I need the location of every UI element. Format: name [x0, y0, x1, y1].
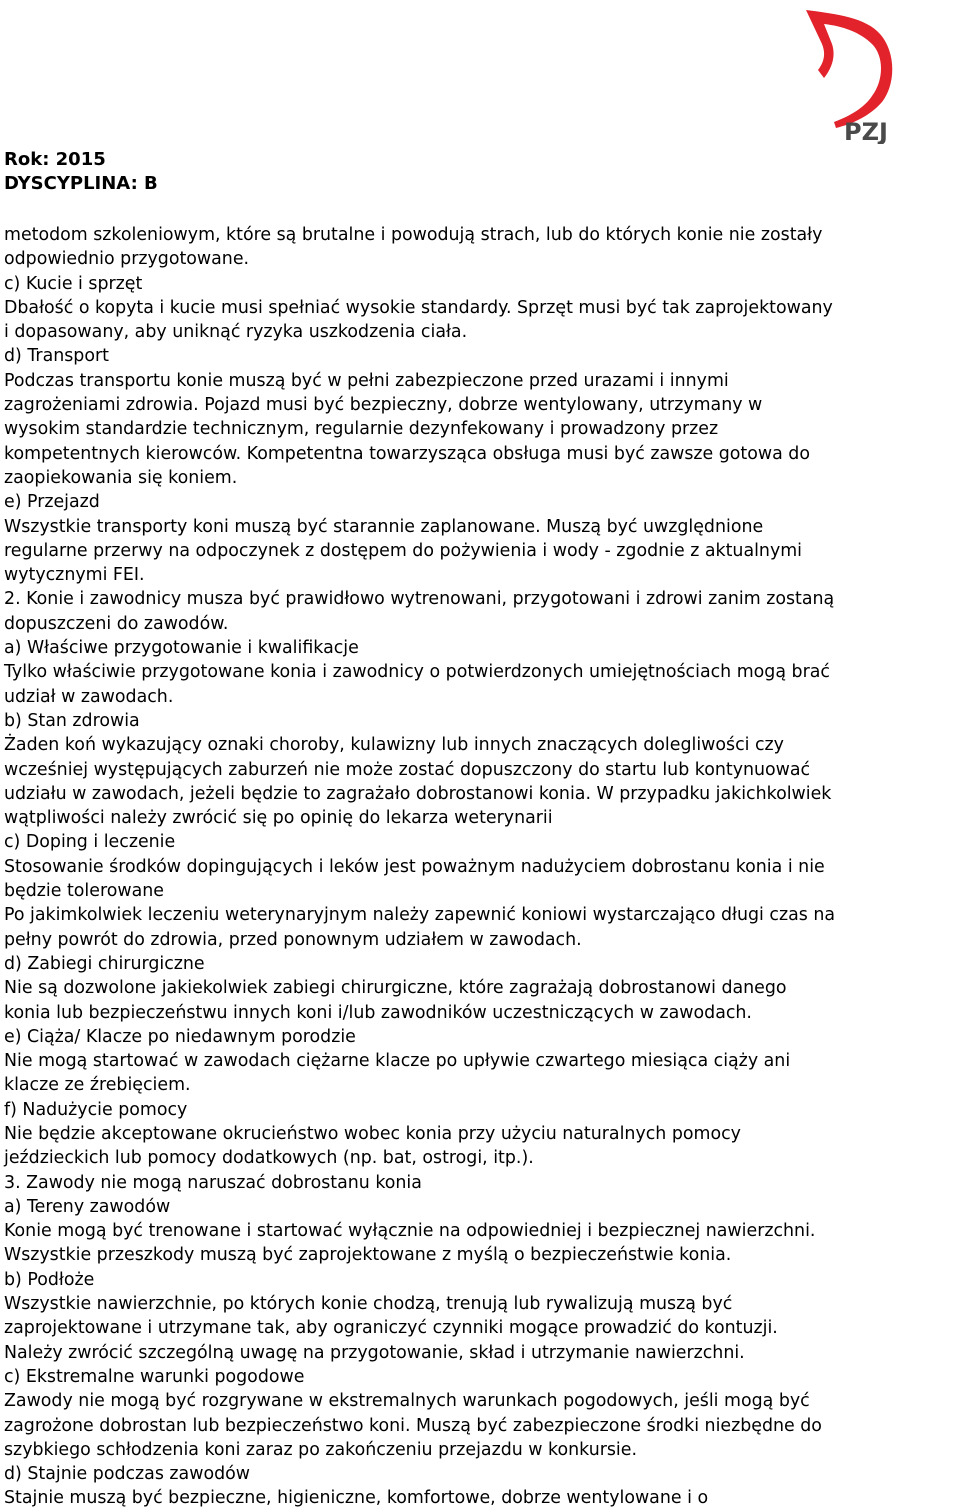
text-line: Tylko właściwie przygotowane konia i zawodnicy o potwierdzonych umiejętnościach mogą brać — [4, 662, 830, 683]
text-line: Nie mogą startować w zawodach ciężarne klacze po upływie czwartego miesiąca ciąży ani — [4, 1051, 791, 1072]
text-line: wcześniej występujących zaburzeń nie może zostać dopuszczony do startu lub kontynuować — [4, 759, 811, 780]
text-line: f) Nadużycie pomocy — [4, 1099, 188, 1120]
text-line: udziału w zawodach, jeżeli będzie to zagrażało dobrostanowi konia. W przypadku jakichkolwiek — [4, 783, 832, 804]
logo-text: PZJ — [844, 118, 888, 144]
text-line: c) Doping i leczenie — [4, 832, 176, 853]
text-line: konia lub bezpieczeństwu innych koni i/lub zawodników uczestniczących w zawodach. — [4, 1002, 752, 1023]
text-line: dopuszczeni do zawodów. — [4, 613, 229, 634]
text-line: zaopiekowania się koniem. — [4, 467, 238, 488]
text-line: Nie są dozwolone jakiekolwiek zabiegi chirurgiczne, które zagrażają dobrostanowi danego — [4, 978, 787, 999]
text-line: udział w zawodach. — [4, 686, 174, 707]
text-line: e) Przejazd — [4, 492, 100, 513]
text-line: Wszystkie nawierzchnie, po których konie chodzą, trenują lub rywalizują muszą być — [4, 1294, 733, 1315]
text-line: d) Zabiegi chirurgiczne — [4, 953, 205, 974]
text-line: Stosowanie środków dopingujących i leków jest poważnym nadużyciem dobrostanu konia i nie — [4, 856, 825, 877]
text-line: klacze ze źrebięciem. — [4, 1075, 191, 1096]
text-line: pełny powrót do zdrowia, przed ponownym udziałem w zawodach. — [4, 929, 582, 950]
text-line: b) Stan zdrowia — [4, 710, 140, 731]
text-line: Konie mogą być trenowane i startować wyłącznie na odpowiedniej i bezpiecznej nawierzchni. — [4, 1221, 816, 1242]
text-line: c) Ekstremalne warunki pogodowe — [4, 1366, 305, 1387]
text-line: i dopasowany, aby uniknąć ryzyka uszkodzenia ciała. — [4, 322, 468, 343]
text-line: e) Ciąża/ Klacze po niedawnym porodzie — [4, 1026, 356, 1047]
text-line: Stajnie muszą być bezpieczne, higieniczne, komfortowe, dobrze wentylowane i o — [4, 1488, 709, 1509]
text-line: b) Podłoże — [4, 1269, 95, 1290]
text-line: 2. Konie i zawodnicy musza być prawidłowo wytrenowani, przygotowani i zdrowi zanim zostaną — [4, 589, 835, 610]
text-line: Żaden koń wykazujący oznaki choroby, kulawizny lub innych znaczących dolegliwości czy — [4, 735, 784, 756]
document-body — [4, 223, 960, 1511]
text-line: jeździeckich lub pomocy dodatkowych (np. bat, ostrogi, itp.). — [4, 1148, 534, 1169]
text-line: c) Kucie i sprzęt — [4, 273, 143, 294]
text-line: wytycznymi FEI. — [4, 565, 145, 586]
text-line: Należy zwrócić szczególną uwagę na przygotowanie, skład i utrzymanie nawierzchni. — [4, 1342, 745, 1363]
text-line: Wszystkie przeszkody muszą być zaprojektowane z myślą o bezpieczeństwie konia. — [4, 1245, 732, 1266]
text-line: szybkiego schłodzenia koni zaraz po zakończeniu przejazdu w konkursie. — [4, 1439, 637, 1460]
year-heading: Rok: 2015 — [4, 149, 106, 170]
text-line: Wszystkie transporty koni muszą być starannie zaplanowane. Muszą być uwzględnione — [4, 516, 764, 537]
text-line: a) Właściwe przygotowanie i kwalifikacje — [4, 638, 359, 659]
text-line: Nie będzie akceptowane okrucieństwo wobec konia przy użyciu naturalnych pomocy — [4, 1123, 741, 1144]
text-line: d) Transport — [4, 346, 109, 367]
text-line: zaprojektowane i utrzymane tak, aby ograniczyć czynniki mogące prowadzić do kontuzji. — [4, 1318, 778, 1339]
text-line: regularne przerwy na odpoczynek z dostępem do pożywienia i wody - zgodnie z aktualnymi — [4, 540, 803, 561]
text-line: a) Tereny zawodów — [4, 1196, 171, 1217]
text-line: wątpliwości należy zwrócić się po opinię do lekarza weterynarii — [4, 808, 553, 829]
text-line: 3. Zawody nie mogą naruszać dobrostanu konia — [4, 1172, 422, 1193]
text-line: wysokim standardzie technicznym, regularnie dezynfekowany i prowadzony przez — [4, 419, 719, 440]
text-line: Po jakimkolwiek leczeniu weterynaryjnym należy zapewnić koniowi wystarczająco długi czas na — [4, 905, 835, 926]
text-line: metodom szkoleniowym, które są brutalne i powodują strach, lub do których konie nie zostały — [4, 225, 823, 245]
discipline-heading: DYSCYPLINA: B — [4, 173, 158, 194]
text-line: będzie tolerowane — [4, 881, 164, 902]
text-line: Podczas transportu konie muszą być w pełni zabezpieczone przed urazami i innymi — [4, 370, 729, 391]
text-line: zagrożone dobrostan lub bezpieczeństwo koni. Muszą być zabezpieczone środki niezbędne do — [4, 1415, 822, 1436]
text-line: odpowiednio przygotowane. — [4, 249, 250, 270]
pzj-logo-mark — [798, 4, 906, 144]
document-header — [4, 148, 158, 196]
text-line: kompetentnych kierowców. Kompetentna towarzysząca obsługa musi być zawsze gotowa do — [4, 443, 810, 464]
text-line: zagrożeniami zdrowia. Pojazd musi być bezpieczny, dobrze wentylowany, utrzymany w — [4, 395, 763, 416]
text-line: Zawody nie mogą być rozgrywane w ekstremalnych warunkach pogodowych, jeśli mogą być — [4, 1391, 810, 1412]
text-line: Dbałość o kopyta i kucie musi spełniać wysokie standardy. Sprzęt musi być tak zaprojektowany — [4, 297, 833, 318]
text-line: d) Stajnie podczas zawodów — [4, 1464, 250, 1485]
pzj-logo — [798, 4, 906, 144]
